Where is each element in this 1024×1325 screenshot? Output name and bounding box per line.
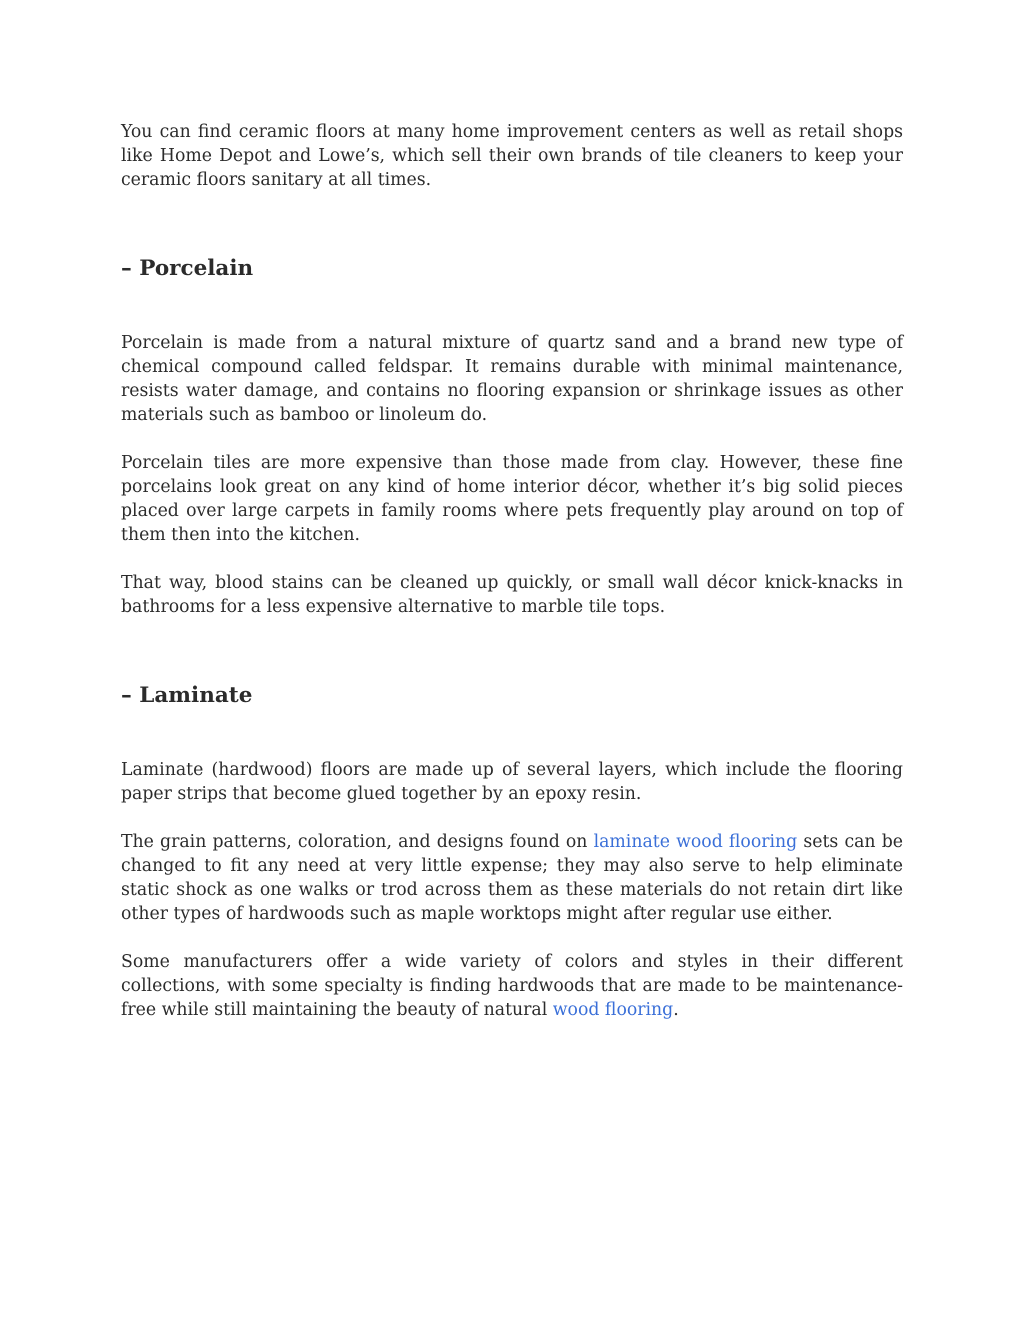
laminate-paragraph-2 xyxy=(121,830,903,926)
porcelain-paragraph-3: That way, blood stains can be cleaned up quickly, or small wall décor knick-knacks in bathrooms for a less expensive alternative to marble tile tops. xyxy=(121,573,903,617)
wood-flooring-link[interactable]: wood flooring xyxy=(552,1000,674,1020)
laminate-paragraph-3-text-before: Some manufacturers offer a wide variety of colors and styles in their different collections, with some specialty is finding hardwoods that are made to be maintenance-free while still maintaining the beauty of natural xyxy=(121,952,903,1020)
laminate-paragraph-1: Laminate (hardwood) floors are made up of several layers, which include the flooring paper strips that become glued together by an epoxy resin. xyxy=(121,760,903,804)
laminate-paragraph-2-text-after: sets can be changed to fit any need at very little expense; they may also serve to help eliminate static shock as one walks or trod across them as these materials do not retain dirt like other types of hardwoods such as maple worktops might after regular use either. xyxy=(121,832,903,924)
porcelain-heading: – Porcelain xyxy=(121,256,254,281)
porcelain-paragraph-2: Porcelain tiles are more expensive than those made from clay. However, these fine porcelains look great on any kind of home interior décor, whether it’s big solid pieces placed over large carpets in family rooms where pets frequently play around on top of them then into the kitchen. xyxy=(121,453,903,545)
porcelain-paragraph-1: Porcelain is made from a natural mixture of quartz sand and a brand new type of chemical compound called feldspar. It remains durable with minimal maintenance, resists water damage, and contains no flooring expansion or shrinkage issues as other materials such as bamboo or linoleum do. xyxy=(121,333,903,425)
laminate-paragraph-3-text-after: . xyxy=(673,1000,679,1020)
laminate-paragraph-2-text-before: The grain patterns, coloration, and designs found on xyxy=(121,832,594,852)
laminate-paragraph-3 xyxy=(121,950,903,1022)
document-page xyxy=(121,120,903,1022)
laminate-wood-flooring-link[interactable]: laminate wood flooring xyxy=(593,832,798,852)
intro-paragraph: You can find ceramic floors at many home improvement centers as well as retail shops like Home Depot and Lowe’s, which sell their own brands of tile cleaners to keep your ceramic floors sanitary at all times. xyxy=(121,122,903,190)
laminate-heading: – Laminate xyxy=(121,683,253,708)
